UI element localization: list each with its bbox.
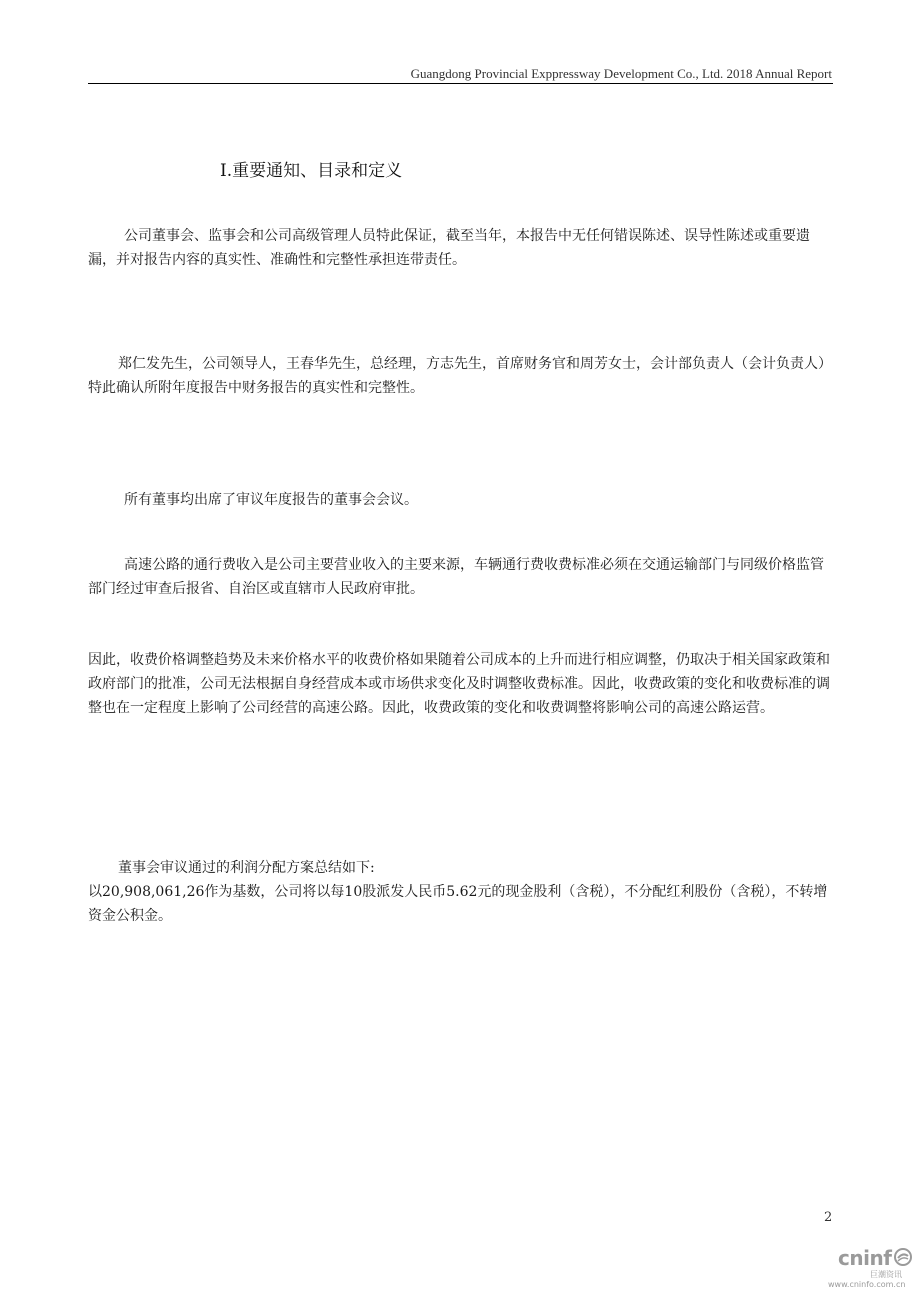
report-title: Guangdong Provincial Exppressway Development Co., Ltd. 2018 Annual Report [410, 66, 832, 81]
paragraph-financial-confirmation: 郑仁发先生，公司领导人，王春华先生，总经理，方志先生，首席财务官和周芳女士，会计部负责人（会计负责人）特此确认所附年度报告中财务报告的真实性和完整性。 [88, 356, 832, 396]
paragraph-toll-revenue: 高速公路的通行费收入是公司主要营业收入的主要来源，车辆通行费收费标准必须在交通运输部门与同级价格监管部门经过审查后报省、自治区或直辖市人民政府审批。 [88, 557, 824, 597]
logo-chinese-name: 巨潮资讯 [870, 1270, 902, 1279]
paragraph-dividend-plan: 以20,908,061,26作为基数，公司将以每10股派发人民币5.62元的现金股利（含税），不分配红利股份（含税），不转增资金公积金。 [88, 884, 828, 924]
paragraph-board-guarantee: 公司董事会、监事会和公司高级管理人员特此保证，截至当年，本报告中无任何错误陈述、误导性陈述或重要遗漏，并对报告内容的真实性、准确性和完整性承担连带责任。 [88, 228, 810, 268]
logo-url: www.cninfo.com.cn [828, 1280, 906, 1289]
header-divider [88, 83, 833, 84]
paragraph-profit-plan-heading: 董事会审议通过的利润分配方案总结如下: [118, 860, 375, 876]
paragraph-directors-attendance: 所有董事均出席了审议年度报告的董事会会议。 [124, 492, 418, 508]
paragraph-toll-policy-risk: 因此，收费价格调整趋势及未来价格水平的收费价格如果随着公司成本的上升而进行相应调整，仍取决于相关国家政策和政府部门的批准，公司无法根据自身经营成本或市场供求变化及时调整收费标准。因此，收费政策的变化和收费标准的调整也在一定程度上影响了公司经营的高速公路。因此，收费政策的变化和收费调整将影响公司的高速公路运营。 [88, 652, 830, 716]
logo-wordmark: cninf [838, 1246, 892, 1270]
page-number: 2 [824, 1210, 833, 1225]
section-title: I.重要通知、目录和定义 [220, 161, 403, 181]
logo-swirl-icon [894, 1248, 912, 1266]
cninfo-logo [826, 1246, 916, 1292]
